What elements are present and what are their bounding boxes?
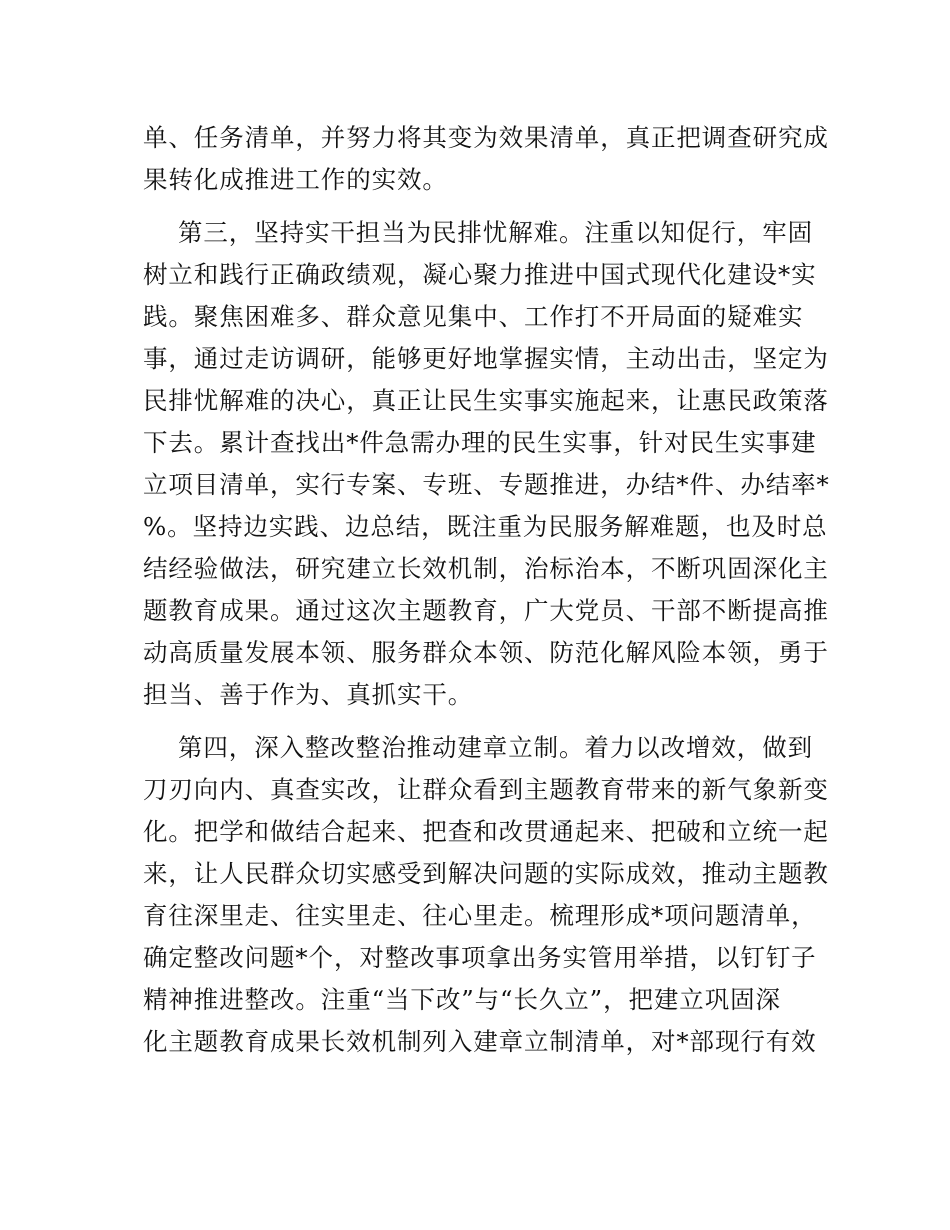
text-line: 化。把学和做结合起来、把查和改贯通起来、把破和立统一起 [143, 817, 829, 846]
text-line: 下去。累计查找出*件急需办理的民生实事，针对民生实事建 [143, 428, 817, 457]
text-line: 民排忧解难的决心，真正让民生实事实施起来，让惠民政策落 [143, 386, 829, 415]
text-line: 来，让人民群众切实感受到解决问题的实际成效，推动主题教 [143, 859, 829, 888]
text-line: 育往深里走、往实里走、往心里走。梳理形成*项问题清单， [143, 901, 817, 930]
text-line: 精神推进整改。注重“当下改”与“长久立”，把建立巩固深 [143, 985, 781, 1014]
text-line: 确定整改问题*个，对整改事项拿出务实管用举措，以钉钉子 [143, 943, 817, 972]
text-line: 事，通过走访调研，能够更好地掌握实情，主动出击，坚定为 [143, 344, 829, 373]
text-line: %。坚持边实践、边总结，既注重为民服务解难题，也及时总 [143, 512, 828, 541]
text-line: 立项目清单，实行专案、专班、专题推进，办结*件、办结率* [143, 470, 830, 499]
paragraph-gap [143, 716, 813, 727]
text-line: 化主题教育成果长效机制列入建章立制清单，对*部现行有效 [143, 1027, 817, 1056]
paragraph [143, 117, 829, 201]
document-body [143, 117, 830, 1063]
text-line: 担当、善于作为、真抓实干。 [143, 680, 474, 709]
text-line: 第四，深入整改整治推动建章立制。着力以改增效，做到 [178, 733, 813, 762]
text-line: 刀刃向内、真查实改，让群众看到主题教育带来的新气象新变 [143, 775, 829, 804]
text-line: 动高质量发展本领、服务群众本领、防范化解风险本领，勇于 [143, 638, 829, 667]
text-line: 第三，坚持实干担当为民排忧解难。注重以知促行，牢固 [178, 218, 813, 247]
text-line: 树立和践行正确政绩观，凝心聚力推进中国式现代化建设*实 [143, 260, 817, 289]
text-line: 果转化成推进工作的实效。 [143, 165, 448, 194]
paragraph [143, 212, 830, 716]
paragraph [143, 727, 829, 1063]
paragraph-gap [143, 201, 813, 212]
text-line: 践。聚焦困难多、群众意见集中、工作打不开局面的疑难实 [143, 302, 804, 331]
text-line: 单、任务清单，并努力将其变为效果清单，真正把调查研究成 [143, 123, 829, 152]
text-line: 题教育成果。通过这次主题教育，广大党员、干部不断提高推 [143, 596, 829, 625]
text-line: 结经验做法，研究建立长效机制，治标治本，不断巩固深化主 [143, 554, 829, 583]
